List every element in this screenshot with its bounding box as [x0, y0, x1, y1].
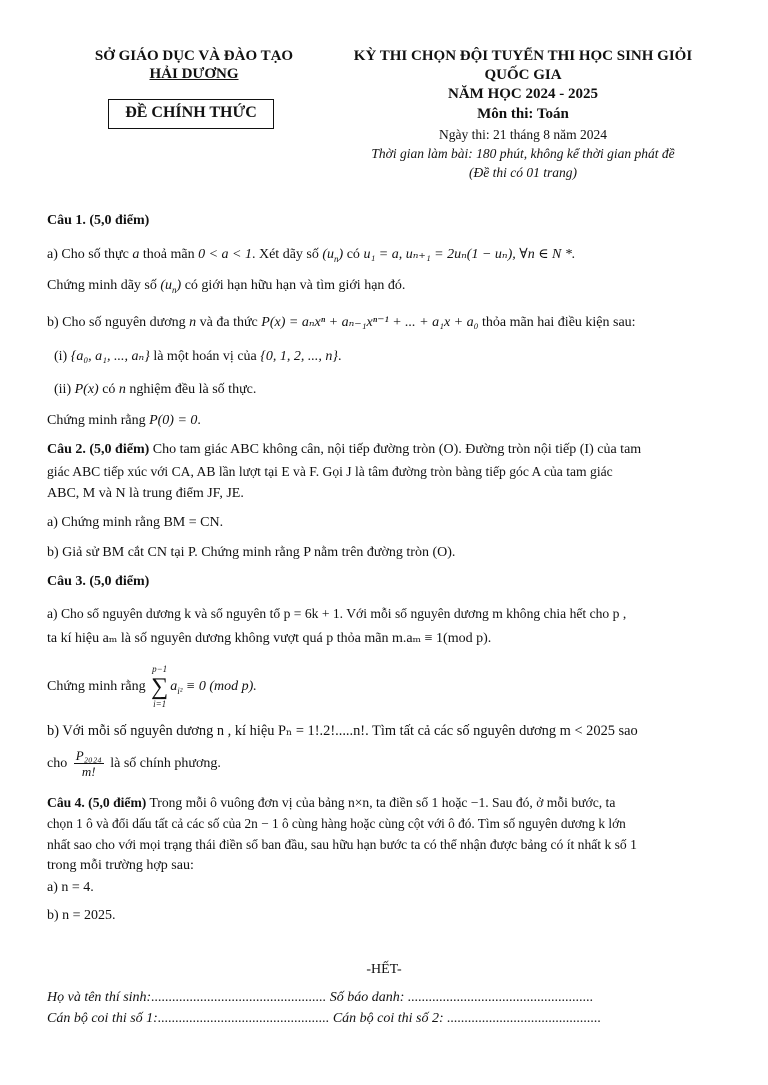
q1-a-text2: thoả mãn — [142, 247, 195, 262]
q1-b-text: b) Cho số nguyên dương — [47, 315, 186, 330]
q1-b-var: n — [189, 315, 197, 330]
q4-a: a) n = 4. — [47, 880, 94, 895]
q1-a-line2 — [47, 277, 405, 299]
exam-date: Ngày thi: 21 tháng 8 năm 2024 — [439, 127, 607, 142]
q2-line1: Câu 2. (5,0 điểm) Cho tam giác ABC không cân, nội tiếp đường tròn (O). Đường tròn nội tiếp (I) của tam — [47, 442, 642, 457]
q3-fraction: $\frac{\text{P₂₀₂₄}}{m!}$ — [75, 748, 102, 780]
official-label: ĐỀ CHÍNH THỨC — [125, 104, 257, 121]
end-marker: -HẾT- — [366, 962, 402, 977]
q3-a-line2: ta kí hiệu aₘ là số nguyên dương không vượt quá p thỏa mãn m.aₘ ≡ 1(mod p). — [47, 631, 492, 646]
q4-line2: chọn 1 ô và đổi dấu tất cả các số của 2n − 1 ô cùng hàng hoặc cùng cột với ô đó. Tìm số nguyên dương k lớn — [47, 816, 626, 831]
q3-a-line1: a) Cho số nguyên dương k và số nguyên tố p = 6k + 1. Với mỗi số nguyên dương m không chia hết cho p , — [47, 606, 627, 621]
q1-polynomial: P(x) = aₙxⁿ + aₙ₋₁xⁿ⁻¹ + ... + a₁x + a₀ — [261, 315, 479, 330]
q2-line3: ABC, M và N là trung điểm JF, JE. — [47, 486, 244, 501]
q1-condition-i: (i) {a₀, a₁, ..., aₙ} là một hoán vị của {0, 1, 2, ..., n}. — [54, 349, 342, 364]
school-year: NĂM HỌC 2024 - 2025 — [448, 86, 598, 102]
q1-conclusion: Chứng minh rằng P(0) = 0. — [47, 413, 201, 428]
q3-b-line2: cho $\frac{\text{P₂₀₂₄}}{m!}$ là số chính phương. — [47, 748, 221, 780]
q1-a-line2-text: Chứng minh dãy số — [47, 278, 157, 293]
subject: Môn thi: Toán — [477, 106, 569, 122]
q2-title: Câu 2. (5,0 điểm) — [47, 442, 150, 457]
q1-b-text2: và đa thức — [199, 315, 258, 330]
q1-seq-2: $(u_n)$ — [160, 278, 182, 295]
department-province: HẢI DƯƠNG — [149, 66, 239, 82]
q1-b-line1 — [47, 314, 636, 332]
q1-b-text3: thỏa mãn hai điều kiện sau: — [482, 315, 636, 330]
q3-sum-symbol: p−1 ∑ i=1 — [151, 664, 169, 709]
q1-condition-ii: (ii) P(x) có n nghiệm đều là số thực. — [54, 382, 257, 397]
proctor-info-line: Cán bộ coi thi số 1:................................................. Cán bộ coi thi số 2: ............................................ — [47, 1011, 602, 1026]
q2-line2: giác ABC tiếp xúc với CA, AB lần lượt tại E và F. Gọi J là tâm đường tròn bàng tiếp góc A của tam giác — [47, 464, 613, 479]
exam-duration: Thời gian làm bài: 180 phút, không kể thời gian phát đề — [371, 146, 675, 161]
department-name: SỞ GIÁO DỤC VÀ ĐÀO TẠO — [94, 48, 294, 64]
q1-a-text4: có — [346, 247, 360, 262]
q3-title: Câu 3. (5,0 điểm) — [47, 574, 150, 589]
q4-title: Câu 4. (5,0 điểm) — [47, 795, 147, 810]
exam-title-line2: QUỐC GIA — [484, 67, 562, 83]
q4-line1: Câu 4. (5,0 điểm) Trong mỗi ô vuông đơn vị của bảng n×n, ta điền số 1 hoặc −1. Sau đó, ở mỗi bước, ta — [47, 795, 616, 810]
q1-cond-i-set2: {0, 1, 2, ..., n} — [260, 349, 338, 364]
q1-title: Câu 1. (5,0 điểm) — [47, 213, 150, 228]
exam-title-line1: KỲ THI CHỌN ĐỘI TUYỂN THI HỌC SINH GIỎI — [353, 48, 693, 64]
q3-b-line1: b) Với mỗi số nguyên dương n , kí hiệu Pₙ = 1!.2!.....n!. Tìm tất cả các số nguyên dương m < 2025 sao — [47, 723, 638, 739]
q1-seq: $(u_n)$ — [322, 247, 344, 264]
q1-a-line2-end: có giới hạn hữu hạn và tìm giới hạn đó. — [184, 278, 406, 293]
q1-recurrence: u₁ = a, uₙ₊₁ = 2uₙ(1 − uₙ), ∀n ∈ N *. — [363, 247, 576, 262]
q4-b: b) n = 2025. — [47, 908, 116, 923]
q2-a: a) Chứng minh rằng BM = CN. — [47, 515, 224, 530]
q1-cond-i-set: {a₀, a₁, ..., aₙ} — [70, 349, 150, 364]
q4-line4: trong mỗi trường hợp sau: — [47, 858, 194, 873]
q1-a-line1 — [47, 246, 575, 268]
candidate-info-line: Họ và tên thí sinh:.................................................. Số báo danh: ..................................................... — [47, 990, 594, 1005]
q1-a-text: a) Cho số thực — [47, 247, 129, 262]
q1-a-text3: . Xét dãy số — [251, 247, 319, 262]
q3-a-line3: Chứng minh rằng p−1 ∑ i=1 $a_{i^2} \equiv 0$ (mod p). — [47, 664, 257, 709]
q1-a-cond: 0 < a < 1 — [198, 247, 252, 262]
q1-a-var: a — [132, 247, 140, 262]
q4-line3: nhất sao cho với mọi trạng thái điền số ban đầu, sau hữu hạn bước ta có thể nhận được bảng có ít nhất k số 1 — [47, 837, 637, 852]
page-count: (Đề thi có 01 trang) — [469, 165, 577, 180]
q2-b: b) Giả sử BM cắt CN tại P. Chứng minh rằng P nằm trên đường tròn (O). — [47, 545, 456, 560]
